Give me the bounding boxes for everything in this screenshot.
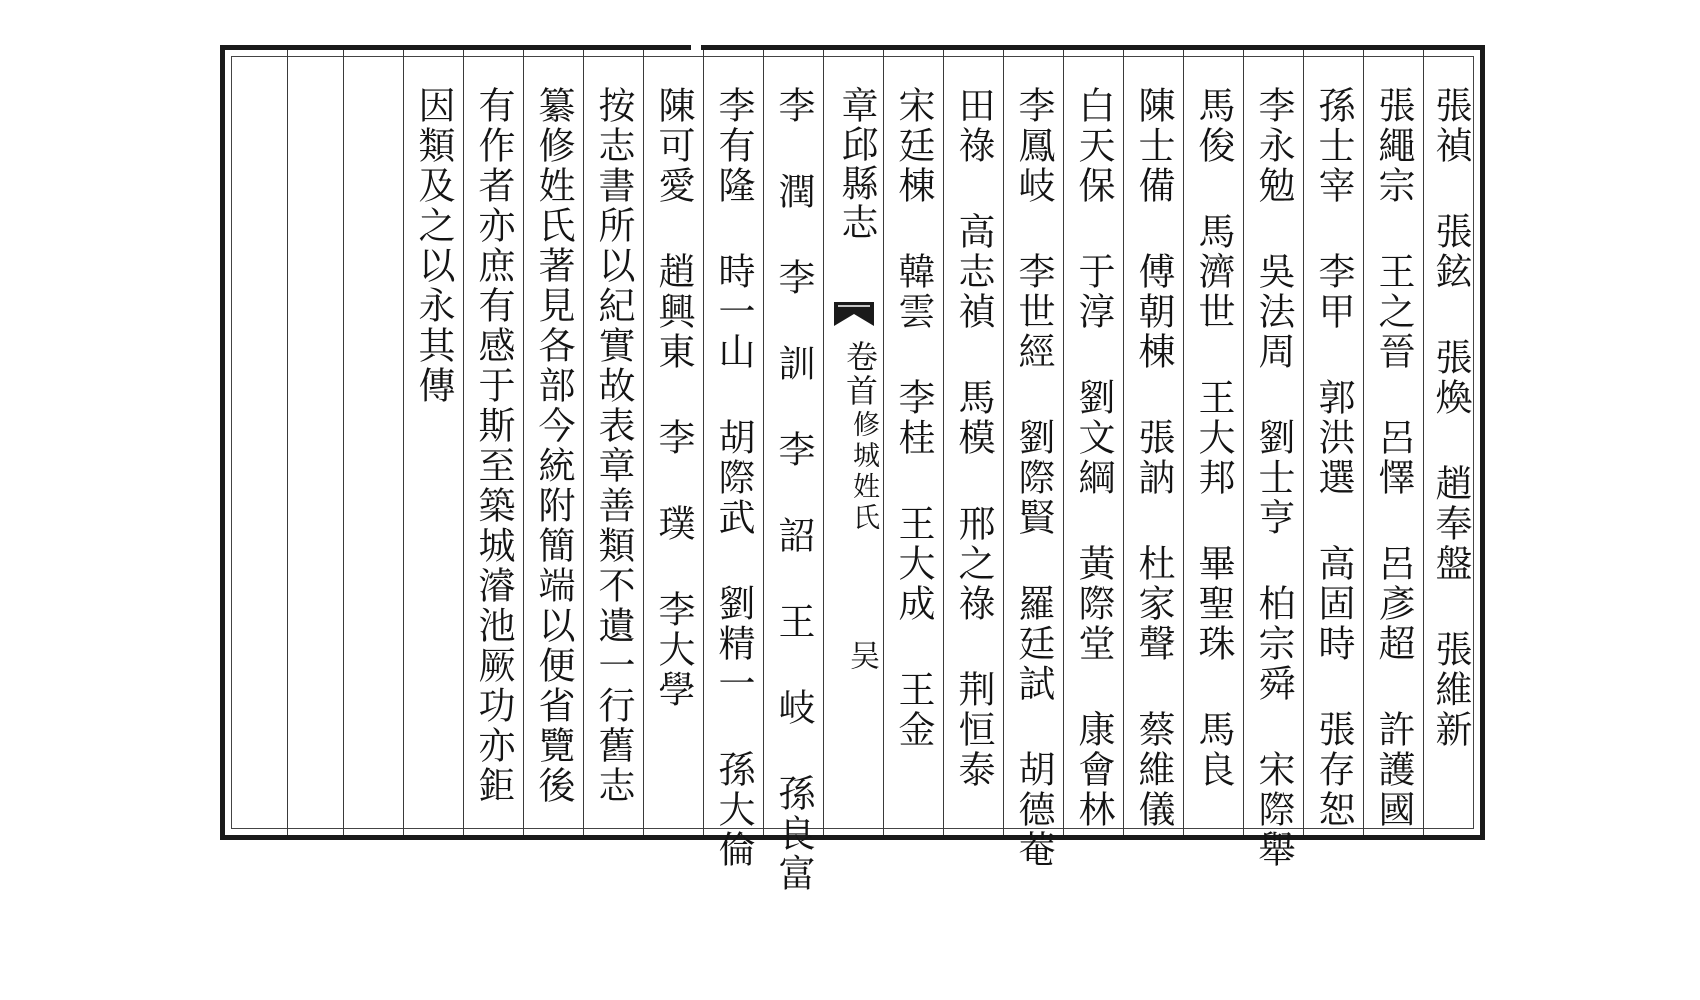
text-column: [943, 50, 1003, 835]
column-text: 張禎 張鉉 張煥 趙奉盤 張維新: [1429, 86, 1472, 750]
column-text: 李 潤 李 訓 李 詔 王 岐 孫良富: [772, 86, 815, 894]
column-text: 有作者亦庶有感于斯至築城濬池厥功亦鉅: [472, 86, 515, 806]
page-number: 吴: [844, 640, 879, 670]
page-frame: [220, 45, 1485, 894]
volume-label: 卷首: [841, 340, 879, 408]
text-column: [523, 50, 583, 835]
column-text: 宋廷棟 韓雲 李桂 王大成 王金: [892, 86, 935, 750]
column-text: 纂修姓氏著見各部今統附簡端以便省覽後: [532, 86, 575, 806]
column-text: 陳可愛 趙興東 李 璞 李大學: [652, 86, 695, 710]
column-text: 白天保 于淳 劉文綱 黃際堂 康會林: [1072, 86, 1115, 830]
text-column: [463, 50, 523, 835]
book-title: 章邱縣志: [835, 86, 878, 242]
text-column: [763, 50, 823, 894]
column-text: 陳士備 傅朝棟 張訥 杜家聲 蔡維儀: [1132, 86, 1175, 830]
text-column: [643, 50, 703, 835]
text-column: [403, 50, 463, 835]
column-text: 李永勉 吳法周 劉士亨 柏宗舜 宋際舉: [1252, 86, 1295, 870]
column-text: 李鳳岐 李世經 劉際賢 羅廷試 胡德菴: [1012, 86, 1055, 870]
text-column: [1243, 50, 1303, 870]
center-fold-column: [823, 50, 883, 835]
text-column: [883, 50, 943, 835]
blank-column: [287, 50, 343, 835]
column-text: 因類及之以永其傳: [412, 86, 455, 406]
text-column: [1423, 50, 1480, 835]
fish-tail-mark-icon: [832, 300, 876, 328]
text-column: [703, 50, 763, 870]
text-column: [1063, 50, 1123, 835]
border-gap: [691, 42, 701, 52]
column-text: 馬俊 馬濟世 王大邦 畢聖珠 馬良: [1192, 86, 1235, 790]
column-text: 李有隆 時一山 胡際武 劉精一 孫大倫: [712, 86, 755, 870]
text-column: [1183, 50, 1243, 835]
text-column: [1303, 50, 1363, 835]
blank-column: [231, 50, 287, 835]
text-column: [1363, 50, 1423, 835]
text-column: [1003, 50, 1063, 870]
column-text: 田祿 高志禎 馬模 邢之祿 荆恒泰: [952, 86, 995, 790]
column-text: 按志書所以紀實故表章善類不遺一行舊志: [592, 86, 635, 806]
blank-column: [343, 50, 403, 835]
text-column: [1123, 50, 1183, 835]
section-title: 修城姓氏: [848, 410, 879, 534]
column-text: 孫士宰 李甲 郭洪選 高固時 張存恕: [1312, 86, 1355, 830]
text-column: [583, 50, 643, 835]
column-text: 張繩宗 王之晉 呂懌 呂彥超 許護國: [1372, 86, 1415, 830]
